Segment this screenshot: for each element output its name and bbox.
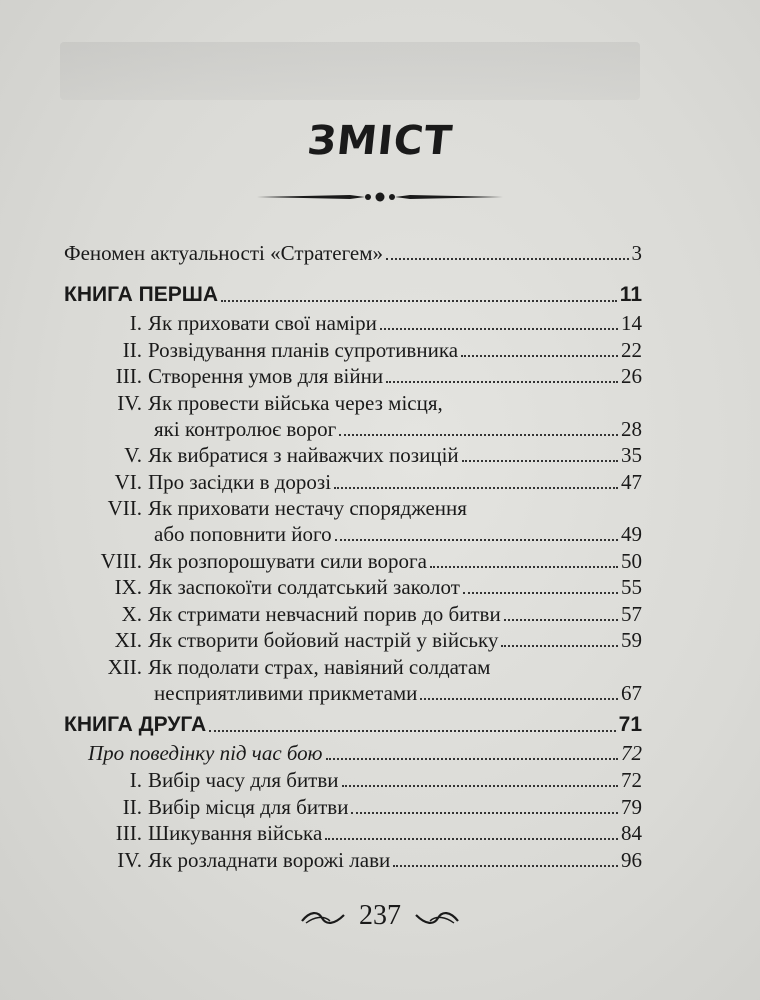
entry-page: 72 — [621, 741, 642, 765]
toc-entry-chapter[interactable] — [0, 363, 642, 389]
toc-entry-chapter[interactable] — [0, 601, 642, 627]
entry-label: Як створити бойовий настрій у війську — [148, 628, 499, 652]
entry-page: 11 — [619, 283, 642, 306]
toc-entry-chapter[interactable] — [154, 416, 642, 442]
leader-dots — [504, 619, 618, 621]
leader-dots — [501, 645, 618, 647]
entry-page: 71 — [618, 713, 642, 736]
left-swirl-icon — [300, 909, 346, 927]
chapter-number: XII. — [107, 654, 142, 679]
page-title: ЗМІСТ — [305, 118, 455, 164]
toc-entry-chapter[interactable] — [0, 574, 642, 600]
chapter-number: VII. — [107, 496, 142, 520]
entry-page: 3 — [631, 241, 642, 265]
entry-label: Як приховати свої наміри — [148, 311, 377, 335]
leader-dots — [325, 838, 618, 840]
entry-label: Як подолати страх, навіяний солдатам — [148, 654, 491, 679]
toc-entry-chapter[interactable] — [0, 469, 642, 495]
leader-dots — [386, 258, 628, 260]
chapter-number: VIII. — [100, 548, 142, 573]
leader-dots — [463, 592, 618, 594]
entry-page: 50 — [621, 548, 642, 573]
leader-dots — [380, 328, 618, 330]
entry-label-cont: несприятливими прикметами — [154, 680, 418, 705]
entry-label: Вибір місця для битви — [148, 794, 349, 819]
entry-page: 72 — [621, 768, 642, 792]
toc-entry-section[interactable] — [88, 740, 642, 766]
leader-dots — [420, 698, 618, 700]
entry-label: Як заспокоїти солдатський заколот — [148, 575, 460, 599]
entry-page: 26 — [621, 364, 642, 388]
toc-entry-chapter[interactable] — [154, 521, 642, 547]
entry-label: Як приховати нестачу спорядження — [148, 496, 467, 520]
entry-page: 59 — [621, 628, 642, 652]
chapter-number: III. — [115, 364, 142, 388]
entry-page: 55 — [621, 575, 642, 599]
entry-page: 47 — [621, 469, 642, 494]
chapter-number: IV. — [117, 847, 142, 872]
leader-dots — [386, 381, 618, 383]
leader-dots — [339, 434, 618, 436]
entry-label: Як вибратися з найважчих позицій — [148, 443, 459, 467]
chapter-number: XI. — [114, 628, 142, 652]
right-swirl-icon — [414, 909, 460, 927]
leader-dots — [342, 785, 618, 787]
chapter-number: II. — [122, 794, 142, 819]
toc-entry-intro[interactable] — [64, 240, 642, 266]
chapter-number: IV. — [117, 390, 142, 415]
entry-label: Шикування війська — [148, 821, 323, 845]
chapter-number: I. — [129, 311, 142, 335]
folio-number: 237 — [359, 900, 401, 931]
entry-page: 22 — [621, 337, 642, 362]
entry-label: Як стримати невчасний порив до битви — [148, 601, 501, 626]
toc-entry-chapter[interactable] — [0, 442, 642, 468]
chapter-number: X. — [121, 601, 142, 626]
leader-dots — [462, 460, 618, 462]
leader-dots — [430, 566, 618, 568]
entry-page: 35 — [621, 443, 642, 467]
entry-page: 28 — [621, 416, 642, 441]
toc-entry-chapter[interactable] — [0, 310, 642, 336]
entry-label: Створення умов для війни — [148, 364, 384, 388]
entry-label: Як розпорошувати сили ворога — [148, 548, 427, 573]
toc-entry-chapter[interactable] — [0, 337, 642, 363]
entry-page: 96 — [621, 847, 642, 872]
entry-page: 67 — [621, 680, 642, 705]
leader-dots — [326, 758, 619, 760]
page-number-footer — [0, 900, 760, 932]
entry-page: 49 — [621, 522, 642, 546]
entry-page: 57 — [621, 601, 642, 626]
leader-dots — [393, 865, 618, 867]
toc-entry-line — [0, 390, 443, 416]
chapter-number: VI. — [114, 469, 142, 494]
entry-label: Вибір часу для битви — [148, 768, 339, 792]
entry-page: 79 — [621, 794, 642, 819]
chapter-number: V. — [124, 443, 142, 467]
chapter-number: IX. — [114, 575, 142, 599]
leader-dots — [334, 487, 618, 489]
entry-label: Як розладнати ворожі лави — [148, 847, 391, 872]
toc-entry-book-one[interactable] — [64, 282, 642, 308]
toc-entry-chapter[interactable] — [0, 767, 642, 793]
entry-label: КНИГА ПЕРША — [64, 283, 219, 306]
toc-entry-line — [0, 495, 467, 521]
entry-page: 14 — [621, 311, 642, 335]
entry-label: Як провести війська через місця, — [148, 390, 443, 415]
toc-entry-chapter[interactable] — [154, 680, 642, 706]
leader-dots — [221, 300, 617, 302]
chapter-number: III. — [115, 821, 142, 845]
toc-entry-chapter[interactable] — [0, 794, 642, 820]
toc-entry-chapter[interactable] — [0, 548, 642, 574]
entry-page: 84 — [621, 821, 642, 845]
leader-dots — [351, 812, 618, 814]
toc-entry-book-two[interactable] — [64, 712, 642, 738]
toc-entry-chapter[interactable] — [0, 847, 642, 873]
entry-label: Про засідки в дорозі — [148, 469, 332, 494]
entry-label: Розвідування планів супротивника — [148, 337, 459, 362]
chapter-number: I. — [129, 768, 142, 792]
chapter-number: II. — [122, 337, 142, 362]
entry-label: Про поведінку під час бою — [88, 741, 323, 765]
toc-entry-chapter[interactable] — [0, 627, 642, 653]
entry-label: Феномен актуальності «Стратегем» — [64, 241, 384, 265]
toc-entry-line — [0, 654, 490, 680]
leader-dots — [461, 355, 618, 357]
toc-entry-chapter[interactable] — [0, 820, 642, 846]
entry-label-cont: які контролює ворог — [154, 416, 337, 441]
entry-label-cont: або поповнити його — [154, 522, 332, 546]
leader-dots — [335, 539, 618, 541]
leader-dots — [209, 730, 615, 732]
entry-label: КНИГА ДРУГА — [64, 713, 207, 736]
